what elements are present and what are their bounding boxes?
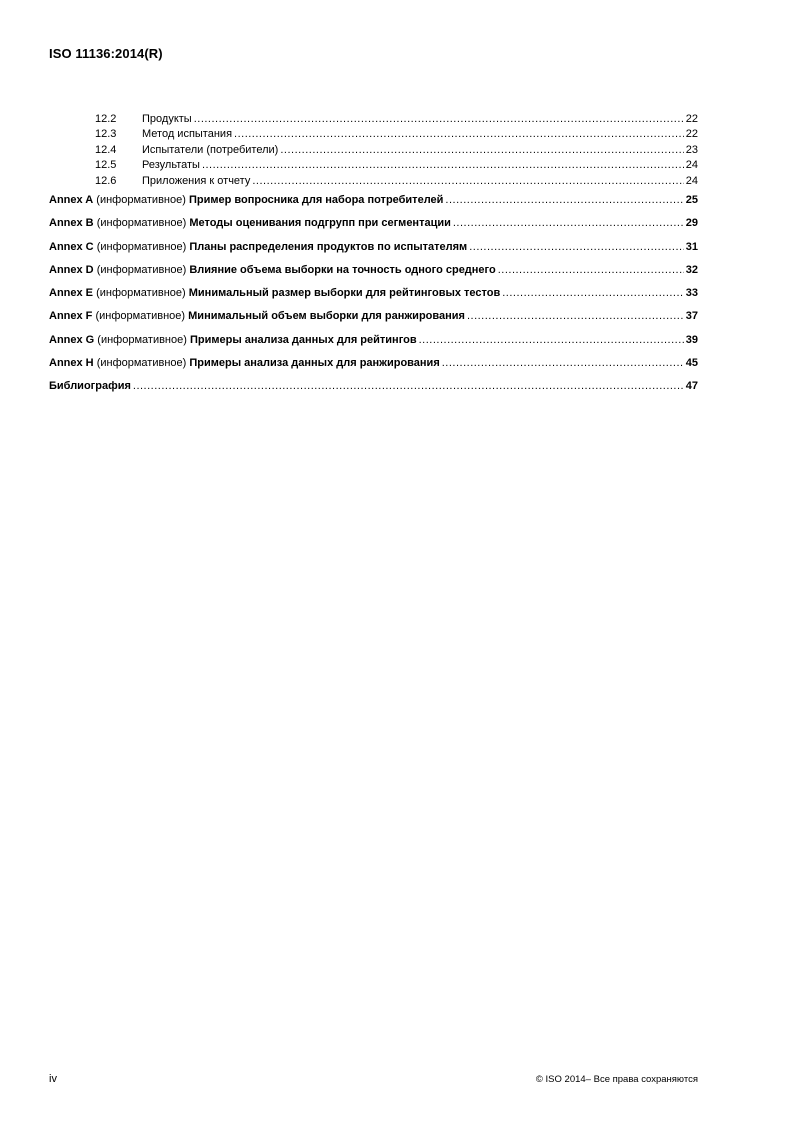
annex-id: Annex F [49,310,93,323]
dot-leader [280,143,683,158]
dot-leader [445,193,683,208]
toc-entry-page: 22 [685,128,698,141]
annex-kind: (информативное) [96,263,187,276]
bibliography-title: Библиография [49,380,131,393]
toc-annex-b[interactable] [49,216,698,231]
toc-entry-number: 12.3 [95,128,117,141]
copyright-notice: © ISO 2014– Все права сохраняются [535,1074,698,1085]
toc-entry-page: 24 [685,174,698,187]
annex-page: 45 [685,357,698,370]
annex-page: 31 [685,240,698,253]
annex-page: 37 [685,310,698,323]
toc-entry-page: 22 [685,113,698,125]
annex-page: 39 [685,333,698,346]
toc-entry-title: Приложения к отчету [142,174,251,187]
dot-leader [498,263,684,278]
annex-id: Annex B [49,217,94,230]
toc-annex-e[interactable] [49,286,698,301]
toc-entry-12-2[interactable] [49,112,698,127]
dot-leader [502,286,684,301]
toc-entry-12-5[interactable] [49,158,698,173]
dot-leader [194,112,684,127]
dot-leader [202,158,684,173]
document-id-header: ISO 11136:2014(R) [49,46,163,61]
dot-leader [133,379,684,394]
annex-title: Пример вопросника для набора потребителей [188,193,444,206]
toc-entry-title: Результаты [142,159,200,172]
annex-kind: (информативное) [96,357,187,370]
dot-leader [252,174,683,189]
table-of-contents [49,112,698,394]
annex-title: Минимальный объем выборки для ранжирования [188,310,465,323]
annex-title: Методы оценивания подгрупп при сегментации [189,217,451,230]
page-number: iv [49,1073,57,1085]
annex-title: Влияние объема выборки на точность одного среднего [189,263,496,276]
toc-entry-number: 12.2 [95,113,117,125]
toc-entry-number: 12.5 [95,159,117,172]
annex-title: Минимальный размер выборки для рейтинговых тестов [188,287,501,300]
toc-annex-f[interactable] [49,309,698,324]
toc-annex-c[interactable] [49,240,698,255]
toc-entry-12-6[interactable] [49,174,698,189]
annex-id: Annex H [49,357,94,370]
annex-id: Annex C [49,240,94,253]
annex-title: Примеры анализа данных для рейтингов [189,333,417,346]
annex-kind: (информативное) [95,310,186,323]
toc-entry-title: Испытатели (потребители) [142,143,279,156]
annex-page: 29 [685,217,698,230]
toc-annex-a[interactable] [49,193,698,208]
annex-page: 32 [685,263,698,276]
annex-id: Annex A [49,193,94,206]
dot-leader [467,309,684,324]
toc-annex-h[interactable] [49,356,698,371]
dot-leader [453,216,684,231]
toc-annex-g[interactable] [49,333,698,348]
annex-kind: (информативное) [96,287,186,300]
annex-title: Примеры анализа данных для ранжирования [189,357,440,370]
toc-entry-title: Метод испытания [142,128,233,141]
toc-entry-page: 24 [685,159,698,172]
toc-entry-title: Продукты [142,113,192,125]
annex-id: Annex D [49,263,94,276]
annex-id: Annex E [49,287,94,300]
dot-leader [234,127,684,142]
toc-entry-number: 12.4 [95,143,117,156]
annex-id: Annex G [49,333,95,346]
dot-leader [442,356,684,371]
annex-kind: (информативное) [96,240,187,253]
dot-leader [469,240,684,255]
toc-entry-12-3[interactable] [49,127,698,142]
annex-title: Планы распределения продуктов по испытателям [189,240,468,253]
annex-page: 33 [685,287,698,300]
toc-entry-page: 23 [685,143,698,156]
dot-leader [419,333,684,348]
toc-annex-d[interactable] [49,263,698,278]
toc-entry-number: 12.6 [95,174,117,187]
bibliography-page: 47 [685,380,698,393]
toc-bibliography[interactable] [49,379,698,394]
annex-kind: (информативное) [96,217,187,230]
annex-kind: (информативное) [97,333,187,346]
annex-kind: (информативное) [96,193,186,206]
annex-page: 25 [685,193,698,206]
toc-entry-12-4[interactable] [49,143,698,158]
